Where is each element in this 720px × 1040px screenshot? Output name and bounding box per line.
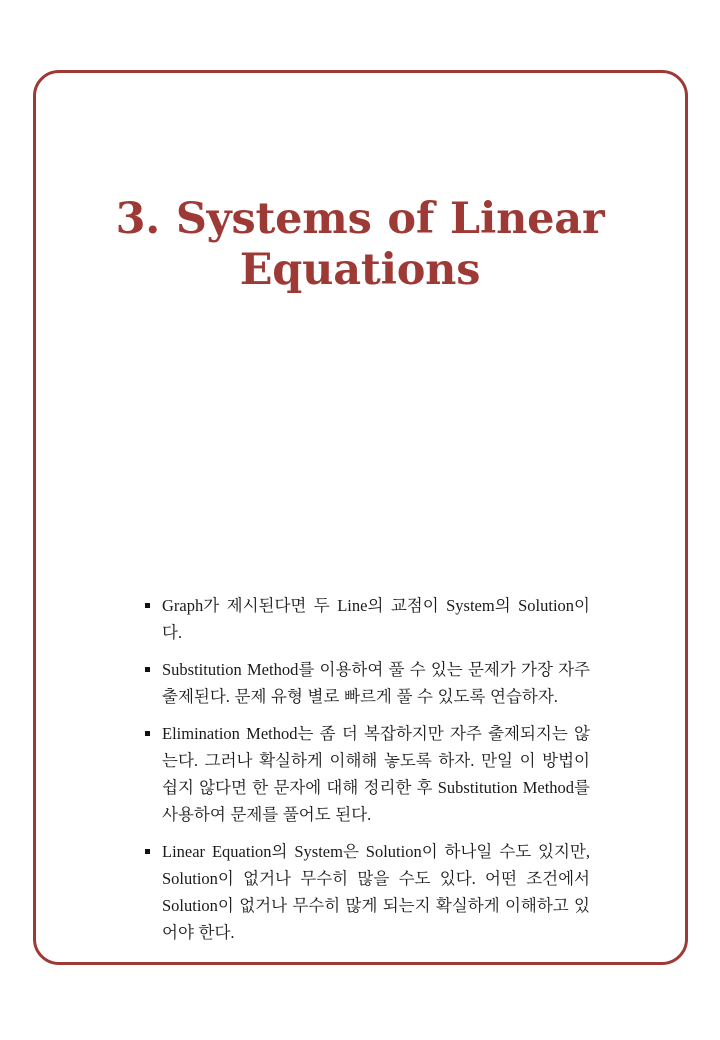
bullet-square-icon bbox=[145, 603, 150, 608]
list-item-text: Graph가 제시된다면 두 Line의 교점이 System의 Solution이다. bbox=[162, 596, 590, 642]
list-item-text: Elimination Method는 좀 더 복잡하지만 자주 출제되지는 않는다. 그러나 확실하게 이해해 놓도록 하자. 만일 이 방법이 쉽지 않다면 한 문자에 대해 정리한 후 Substitution Method를 사용하여 문제를 풀어도 된다. bbox=[162, 724, 590, 824]
bullet-square-icon bbox=[145, 731, 150, 736]
slide-title-block bbox=[60, 194, 660, 295]
list-item bbox=[145, 838, 590, 946]
bullet-list bbox=[145, 592, 590, 946]
bullet-square-icon bbox=[145, 849, 150, 854]
bullet-square-icon bbox=[145, 667, 150, 672]
list-item-text: Substitution Method를 이용하여 풀 수 있는 문제가 가장 자주 출제된다. 문제 유형 별로 빠르게 풀 수 있도록 연습하자. bbox=[162, 660, 590, 706]
page-title: 3. Systems of Linear Equations bbox=[115, 194, 605, 295]
list-item bbox=[145, 592, 590, 646]
list-item-text: Linear Equation의 System은 Solution이 하나일 수도 있지만, Solution이 없거나 무수히 많을 수도 있다. 어떤 조건에서 Solution이 없거나 무수히 많게 되는지 확실하게 이해하고 있어야 한다. bbox=[162, 842, 590, 942]
list-item bbox=[145, 720, 590, 828]
list-item bbox=[145, 656, 590, 710]
